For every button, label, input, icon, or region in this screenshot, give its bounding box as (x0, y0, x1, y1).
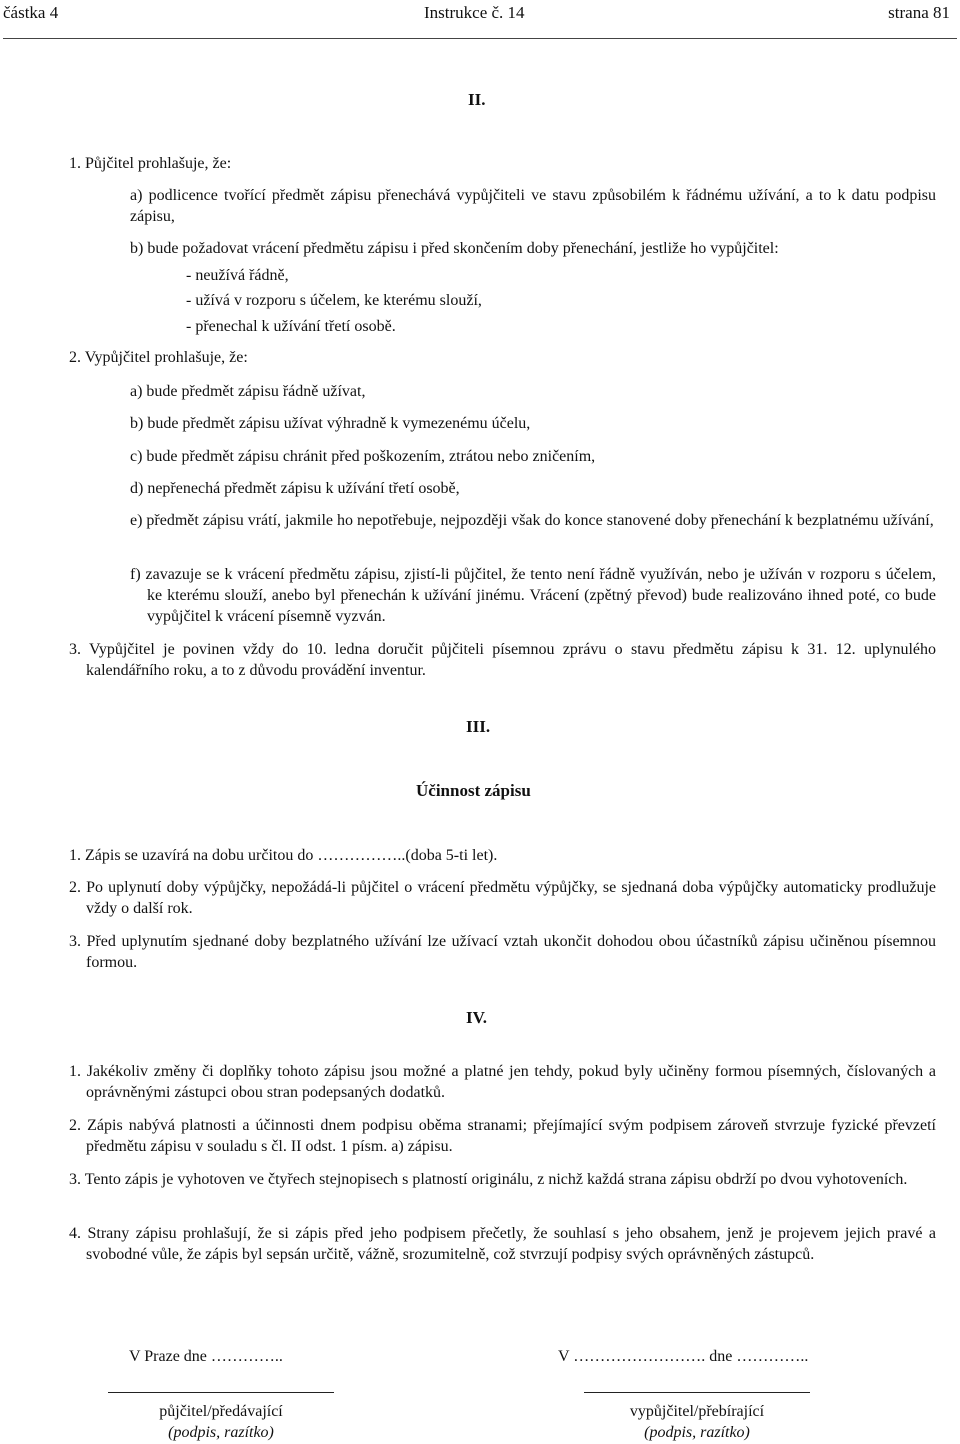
effect-clause-3: 3. Před uplynutím sjednané doby bezplatného užívání lze užívací vztah ukončit dohodou obou účastníků zápisu učiněnou písemnou formou. (69, 933, 936, 971)
clause-1-item-b-dash-3: - přenechal k užívání třetí osobě. (186, 318, 396, 335)
clause-2-intro: 2. Vypůjčitel prohlašuje, že: (69, 349, 248, 366)
section-heading-ii: II. (468, 90, 486, 109)
clause-2-item-d: d) nepřenechá předmět zápisu k užívání třetí osobě, (130, 480, 460, 497)
effect-clause-2: 2. Po uplynutí doby výpůjčky, nepožádá-li půjčitel o vrácení předmětu výpůjčky, se sjednaná doba výpůjčky automaticky prodlužuje vždy o další rok. (69, 879, 936, 917)
signature-left-place-date: V Praze dne ………….. (129, 1348, 283, 1365)
final-clause-4: 4. Strany zápisu prohlašují, že si zápis před jeho podpisem přečetly, že souhlasí s jeho obsahem, jenž je projevem jejich pravé a svobodné vůle, že zápis byl sepsán určitě, vážně, srozumitelně, což stvrzují podpisy svých oprávněných zástupců. (69, 1225, 936, 1263)
clause-1-item-b-dash-2: - užívá v rozporu s účelem, ke kterému slouží, (186, 292, 482, 309)
section-title-ucinnost: Účinnost zápisu (416, 781, 531, 800)
clause-1-item-b-dash-1: - neužívá řádně, (186, 267, 289, 284)
signature-left-note: (podpis, razítko) (168, 1424, 274, 1441)
final-clause-3: 3. Tento zápis je vyhotoven ve čtyřech stejnopisech s platností originálu, z nichž každá strana zápisu obdrží po dvou vyhotoveních. (69, 1171, 908, 1188)
clause-3: 3. Vypůjčitel je povinen vždy do 10. ledna doručit půjčiteli písemnou zprávu o stavu předmětu zápisu k 31. 12. uplynulého kalendářního roku, a to z důvodu provádění inventur. (69, 641, 936, 679)
clause-1-intro: 1. Půjčitel prohlašuje, že: (69, 155, 232, 172)
clause-2-item-a: a) bude předmět zápisu řádně užívat, (130, 383, 366, 400)
section-heading-iv: IV. (466, 1008, 487, 1027)
signature-line-left (108, 1392, 334, 1393)
signature-right-role: vypůjčitel/přebírající (629, 1403, 765, 1420)
clause-2-item-c: c) bude předmět zápisu chránit před poškozením, ztrátou nebo zničením, (130, 448, 596, 465)
final-clause-1: 1. Jakékoliv změny či doplňky tohoto zápisu jsou možné a platné jen tehdy, pokud byly učiněny formou písemných, číslovaných a oprávněnými zástupci obou stran podepsaných dodatků. (69, 1063, 936, 1101)
effect-clause-1: 1. Zápis se uzavírá na dobu určitou do ……………..(doba 5-ti let). (69, 847, 498, 864)
header-divider (3, 38, 957, 39)
signature-line-right (584, 1392, 810, 1393)
signature-right-place-date: V ……………………. dne ………….. (558, 1348, 809, 1365)
signature-right-note: (podpis, razítko) (644, 1424, 750, 1441)
final-clause-2: 2. Zápis nabývá platnosti a účinnosti dnem podpisu oběma stranami; přejímající svým podpisem zároveň stvrzuje fyzické převzetí předmětu zápisu v souladu s čl. II odst. 1 písm. a) zápisu. (69, 1117, 936, 1155)
signature-left-role: půjčitel/předávající (159, 1403, 283, 1420)
header-page-number: strana 81 (888, 3, 950, 22)
header-issue: částka 4 (3, 3, 59, 22)
clause-1-item-b: b) bude požadovat vrácení předmětu zápisu i před skončením doby přenechání, jestliže ho vypůjčitel: (130, 240, 779, 257)
clause-2-item-f: f) zavazuje se k vrácení předmětu zápisu, zjistí-li půjčitel, že tento není řádně využíván, nebo je užíván v rozporu s účelem, ke kterému slouží, anebo byl přenechán k užívání jinému. Vrácení (zpětný převod) bude realizováno ihned poté, co bude vypůjčitel k vrácení písemně vyzván. (130, 566, 936, 625)
page-header (0, 0, 960, 40)
section-heading-iii: III. (466, 717, 491, 736)
clause-2-item-e: e) předmět zápisu vrátí, jakmile ho nepotřebuje, nejpozději však do konce stanovené doby přenechání k bezplatnému užívání, (130, 512, 934, 529)
clause-2-item-b: b) bude předmět zápisu užívat výhradně k vymezenému účelu, (130, 415, 531, 432)
header-instruction: Instrukce č. 14 (424, 3, 525, 22)
clause-1-item-a: a) podlicence tvořící předmět zápisu přenechává vypůjčiteli ve stavu způsobilém k řádnému užívání, a to k datu podpisu zápisu, (130, 187, 936, 225)
